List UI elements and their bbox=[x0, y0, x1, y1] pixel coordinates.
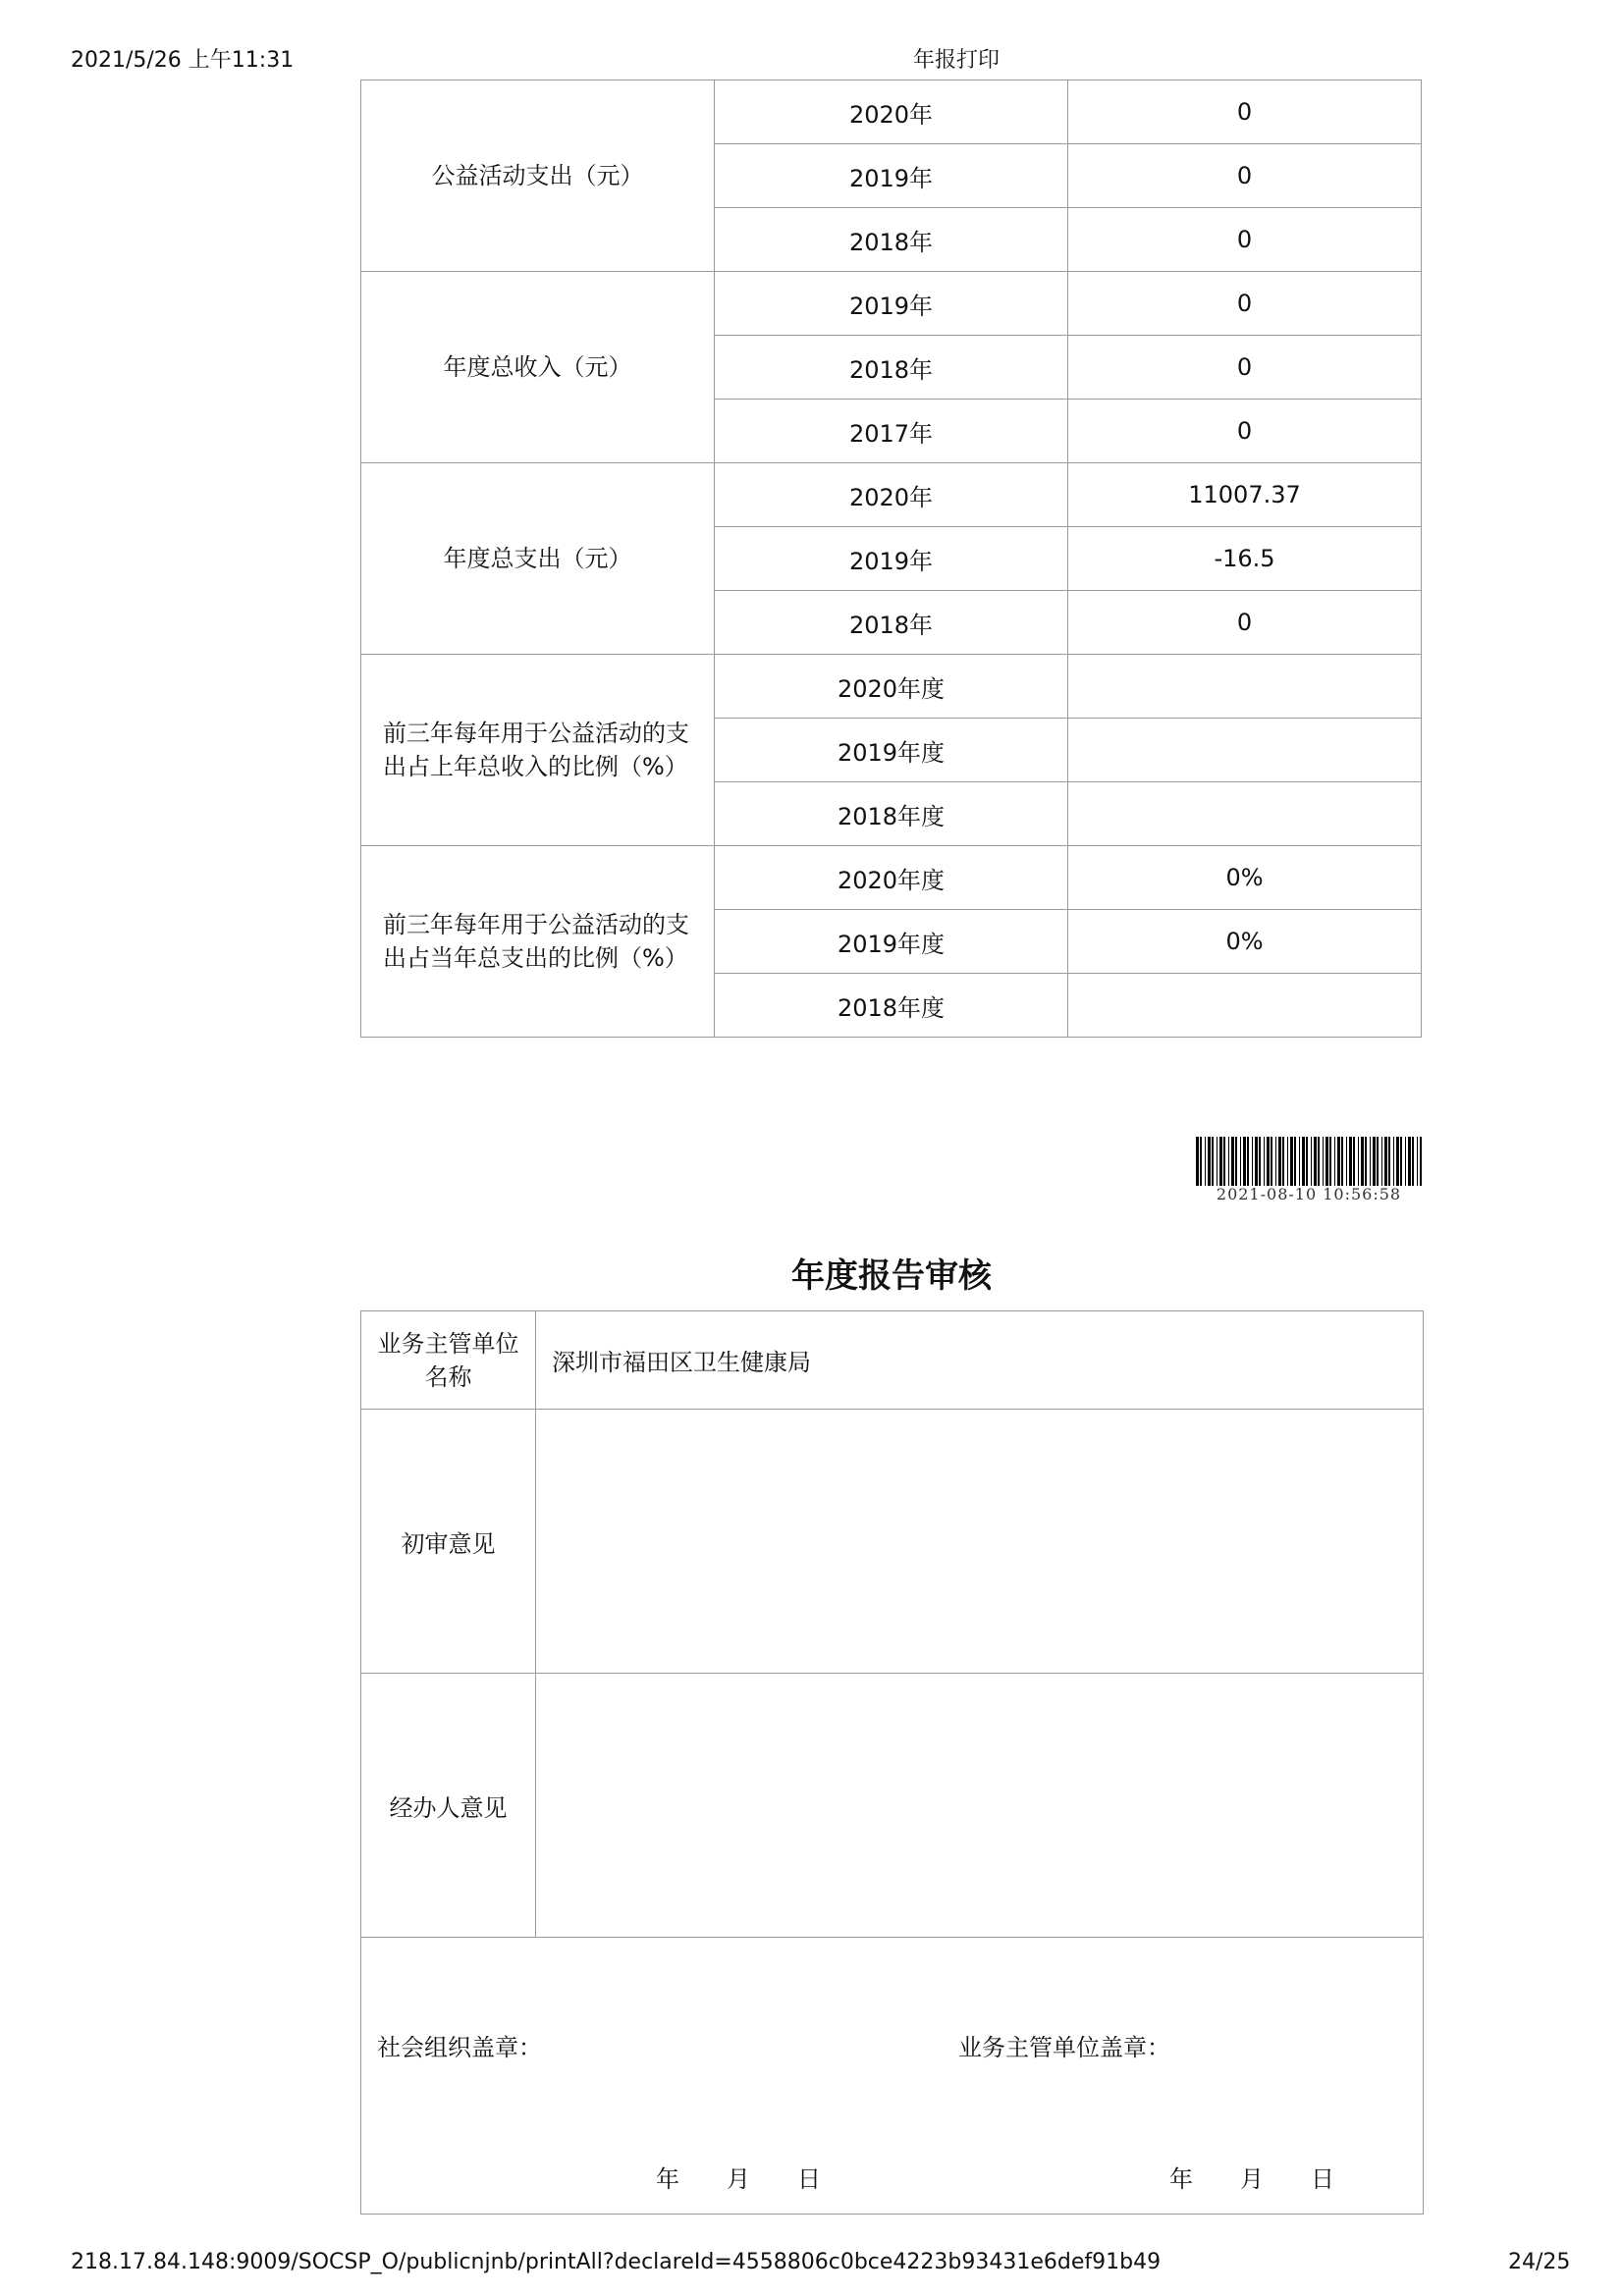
year-cell: 2019年度 bbox=[715, 719, 1068, 782]
group-label: 年度总收入（元） bbox=[361, 272, 715, 463]
print-datetime: 2021/5/26 上午11:31 bbox=[71, 48, 295, 73]
value-cell: 0% bbox=[1068, 910, 1422, 974]
value-cell: 0 bbox=[1068, 144, 1422, 208]
month-label: 月 bbox=[727, 2165, 750, 2193]
group-label: 公益活动支出（元） bbox=[361, 80, 715, 272]
year-cell: 2018年 bbox=[715, 336, 1068, 400]
group-label-line: 前三年每年用于公益活动的支 bbox=[383, 911, 689, 938]
value-cell bbox=[1068, 719, 1422, 782]
value-cell: -16.5 bbox=[1068, 527, 1422, 591]
year-cell: 2020年 bbox=[715, 80, 1068, 144]
year-label: 年 bbox=[656, 2165, 679, 2193]
seal-cell bbox=[361, 1938, 1424, 2215]
value-cell: 0 bbox=[1068, 80, 1422, 144]
seal-row bbox=[361, 1938, 1424, 2215]
unit-name-label-line: 名称 bbox=[424, 1362, 472, 1391]
year-cell: 2020年度 bbox=[715, 655, 1068, 719]
year-label: 年 bbox=[1169, 2165, 1193, 2193]
first-review-content bbox=[536, 1410, 1424, 1674]
day-label: 日 bbox=[797, 2165, 821, 2193]
group-label bbox=[361, 846, 715, 1038]
page-number: 24/25 bbox=[1508, 2250, 1571, 2274]
org-seal-label: 社会组织盖章： bbox=[377, 2034, 542, 2061]
value-cell: 11007.37 bbox=[1068, 463, 1422, 527]
review-table bbox=[360, 1310, 1424, 2215]
value-cell: 0 bbox=[1068, 336, 1422, 400]
table-row bbox=[361, 846, 1422, 910]
year-cell: 2018年度 bbox=[715, 974, 1068, 1038]
year-cell: 2019年度 bbox=[715, 910, 1068, 974]
year-cell: 2019年 bbox=[715, 144, 1068, 208]
handler-opinion-content bbox=[536, 1674, 1424, 1938]
month-label: 月 bbox=[1240, 2165, 1264, 2193]
table-row bbox=[361, 1410, 1424, 1674]
barcode-timestamp: 2021-08-10 10:56:58 bbox=[1216, 1185, 1402, 1203]
handler-opinion-label: 经办人意见 bbox=[361, 1674, 536, 1938]
unit-name-value: 深圳市福田区卫生健康局 bbox=[536, 1311, 1424, 1410]
year-cell: 2019年 bbox=[715, 527, 1068, 591]
value-cell bbox=[1068, 655, 1422, 719]
table-row bbox=[361, 463, 1422, 527]
print-page-title: 年报打印 bbox=[913, 48, 1001, 73]
group-label-line: 出占上年总收入的比例（%） bbox=[383, 753, 688, 780]
year-cell: 2018年 bbox=[715, 591, 1068, 655]
finance-table bbox=[360, 80, 1422, 1038]
value-cell: 0 bbox=[1068, 272, 1422, 336]
value-cell bbox=[1068, 974, 1422, 1038]
group-label bbox=[361, 655, 715, 846]
table-row bbox=[361, 655, 1422, 719]
year-cell: 2020年 bbox=[715, 463, 1068, 527]
unit-name-label bbox=[361, 1311, 536, 1410]
year-cell: 2018年 bbox=[715, 208, 1068, 272]
value-cell: 0 bbox=[1068, 400, 1422, 463]
barcode-image bbox=[1196, 1137, 1422, 1186]
value-cell bbox=[1068, 782, 1422, 846]
year-cell: 2017年 bbox=[715, 400, 1068, 463]
table-row bbox=[361, 272, 1422, 336]
value-cell: 0 bbox=[1068, 591, 1422, 655]
value-cell: 0 bbox=[1068, 208, 1422, 272]
unit-seal-label: 业务主管单位盖章： bbox=[958, 2034, 1170, 2061]
year-cell: 2019年 bbox=[715, 272, 1068, 336]
print-url: 218.17.84.148:9009/SOCSP_O/publicnjnb/printAll?declareId=4558806c0bce4223b93431e6def91b49 bbox=[71, 2250, 1162, 2274]
value-cell: 0% bbox=[1068, 846, 1422, 910]
unit-name-label-line: 业务主管单位 bbox=[377, 1329, 519, 1358]
org-seal-date bbox=[656, 2160, 821, 2194]
group-label: 年度总支出（元） bbox=[361, 463, 715, 655]
first-review-label: 初审意见 bbox=[361, 1410, 536, 1674]
table-row bbox=[361, 80, 1422, 144]
table-row bbox=[361, 1674, 1424, 1938]
year-cell: 2018年度 bbox=[715, 782, 1068, 846]
group-label-line: 出占当年总支出的比例（%） bbox=[383, 944, 688, 972]
unit-seal-date bbox=[1169, 2160, 1334, 2194]
table-row bbox=[361, 1311, 1424, 1410]
group-label-line: 前三年每年用于公益活动的支 bbox=[383, 720, 689, 747]
review-section-title: 年度报告审核 bbox=[791, 1256, 992, 1296]
day-label: 日 bbox=[1311, 2165, 1334, 2193]
year-cell: 2020年度 bbox=[715, 846, 1068, 910]
